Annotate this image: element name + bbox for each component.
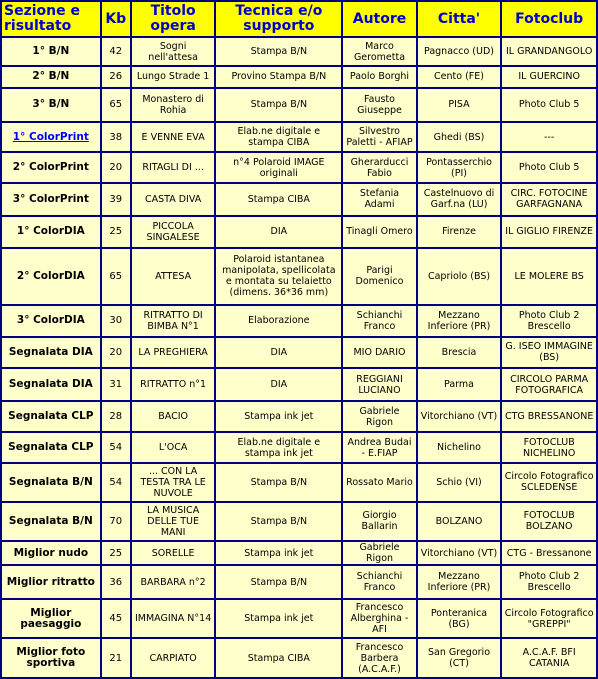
cell-fotoclub: IL GUERCINO xyxy=(502,67,596,86)
cell-fotoclub: Photo Club 2 Brescello xyxy=(502,566,596,597)
cell-titolo: RITAGLI DI ... xyxy=(132,153,215,181)
cell-fotoclub: Photo Club 5 xyxy=(502,153,596,181)
cell-autore: Marco Gerometta xyxy=(343,38,415,65)
cell-autore: Gherarducci Fabio xyxy=(343,153,415,181)
cell-kb: 42 xyxy=(102,38,130,65)
cell-titolo: ... CON LA TESTA TRA LE NUVOLE xyxy=(132,464,215,500)
cell-titolo: Monastero di Rohia xyxy=(132,89,215,121)
cell-citta: Vitorchiano (VT) xyxy=(418,542,501,564)
cell-sezione: Miglior foto sportiva xyxy=(2,639,100,677)
table-row xyxy=(2,38,596,65)
cell-sezione: 2° ColorDIA xyxy=(2,249,100,305)
cell-sezione: 1° ColorDIA xyxy=(2,217,100,246)
cell-titolo: CARPIATO xyxy=(132,639,215,677)
cell-titolo: IMMAGINA N°14 xyxy=(132,600,215,637)
cell-kb: 25 xyxy=(102,542,130,564)
cell-fotoclub: FOTOCLUB BOLZANO xyxy=(502,503,596,540)
cell-autore: Gabriele Rigon xyxy=(343,402,415,430)
cell-fotoclub: CIRC. FOTOCINE GARFAGNANA xyxy=(502,184,596,215)
cell-tecnica: Stampa B/N xyxy=(216,464,341,500)
cell-tecnica: DIA xyxy=(216,338,341,367)
cell-tecnica: Stampa ink jet xyxy=(216,402,341,430)
table-row xyxy=(2,67,596,86)
cell-citta: Firenze xyxy=(418,217,501,246)
cell-citta: Schio (VI) xyxy=(418,464,501,500)
cell-tecnica: n°4 Polaroid IMAGE originali xyxy=(216,153,341,181)
table-row xyxy=(2,89,596,121)
table-row xyxy=(2,184,596,215)
cell-kb: 31 xyxy=(102,369,130,400)
cell-tecnica: Polaroid istantanea manipolata, spellicolata e montata su telaietto (dimens. 36*36 mm) xyxy=(216,249,341,305)
cell-tecnica: Stampa ink jet xyxy=(216,542,341,564)
cell-autore: Tinagli Omero xyxy=(343,217,415,246)
cell-sezione: 3° ColorDIA xyxy=(2,306,100,335)
table-row xyxy=(2,369,596,400)
cell-fotoclub: --- xyxy=(502,123,596,151)
table-row xyxy=(2,566,596,597)
cell-kb: 70 xyxy=(102,503,130,540)
results-body xyxy=(2,38,596,677)
cell-kb: 38 xyxy=(102,123,130,151)
cell-kb: 26 xyxy=(102,67,130,86)
cell-titolo: ATTESA xyxy=(132,249,215,305)
cell-sezione: Segnalata DIA xyxy=(2,338,100,367)
cell-kb: 65 xyxy=(102,89,130,121)
cell-kb: 36 xyxy=(102,566,130,597)
table-row xyxy=(2,306,596,335)
cell-titolo: E VENNE EVA xyxy=(132,123,215,151)
cell-sezione: Segnalata B/N xyxy=(2,464,100,500)
cell-citta: BOLZANO xyxy=(418,503,501,540)
cell-tecnica: Stampa CIBA xyxy=(216,184,341,215)
cell-tecnica: Provino Stampa B/N xyxy=(216,67,341,86)
cell-citta: Cento (FE) xyxy=(418,67,501,86)
cell-autore: Francesco Alberghina - AFI xyxy=(343,600,415,637)
table-row xyxy=(2,542,596,564)
cell-kb: 65 xyxy=(102,249,130,305)
cell-fotoclub: LE MOLERE BS xyxy=(502,249,596,305)
cell-titolo: PICCOLA SINGALESE xyxy=(132,217,215,246)
cell-sezione: 2° B/N xyxy=(2,67,100,86)
cell-autore: Parigi Domenico xyxy=(343,249,415,305)
table-row xyxy=(2,249,596,305)
cell-sezione: Segnalata CLP xyxy=(2,433,100,462)
cell-citta: Ponteranica (BG) xyxy=(418,600,501,637)
cell-kb: 54 xyxy=(102,464,130,500)
cell-tecnica: Stampa B/N xyxy=(216,38,341,65)
cell-fotoclub: IL GIGLIO FIRENZE xyxy=(502,217,596,246)
table-row xyxy=(2,153,596,181)
cell-kb: 54 xyxy=(102,433,130,462)
cell-autore: Fausto Giuseppe xyxy=(343,89,415,121)
cell-sezione: Segnalata CLP xyxy=(2,402,100,430)
cell-sezione: Segnalata DIA xyxy=(2,369,100,400)
cell-titolo: LA PREGHIERA xyxy=(132,338,215,367)
header-titolo: Titolo opera xyxy=(132,2,215,36)
cell-kb: 30 xyxy=(102,306,130,335)
cell-fotoclub: Photo Club 2 Brescello xyxy=(502,306,596,335)
cell-citta: San Gregorio (CT) xyxy=(418,639,501,677)
cell-sezione: 2° ColorPrint xyxy=(2,153,100,181)
cell-kb: 28 xyxy=(102,402,130,430)
header-autore: Autore xyxy=(343,2,415,36)
cell-kb: 25 xyxy=(102,217,130,246)
cell-sezione: Miglior paesaggio xyxy=(2,600,100,637)
table-row xyxy=(2,600,596,637)
cell-citta: Brescia xyxy=(418,338,501,367)
cell-autore: Silvestro Paletti - AFIAP xyxy=(343,123,415,151)
cell-sezione: Segnalata B/N xyxy=(2,503,100,540)
cell-titolo: Lungo Strade 1 xyxy=(132,67,215,86)
cell-fotoclub: G. ISEO IMMAGINE (BS) xyxy=(502,338,596,367)
cell-sezione: Miglior ritratto xyxy=(2,566,100,597)
header-sezione: Sezione e risultato xyxy=(2,2,100,36)
cell-sezione: 3° ColorPrint xyxy=(2,184,100,215)
cell-autore: Giorgio Ballarin xyxy=(343,503,415,540)
cell-citta: Castelnuovo di Garf.na (LU) xyxy=(418,184,501,215)
cell-autore: Francesco Barbera (A.C.A.F.) xyxy=(343,639,415,677)
table-row xyxy=(2,338,596,367)
header-fotoclub: Fotoclub xyxy=(502,2,596,36)
cell-citta: Pagnacco (UD) xyxy=(418,38,501,65)
section-link[interactable]: 1° ColorPrint xyxy=(2,123,100,151)
table-row xyxy=(2,464,596,500)
cell-tecnica: Stampa B/N xyxy=(216,503,341,540)
cell-kb: 20 xyxy=(102,338,130,367)
cell-titolo: BARBARA n°2 xyxy=(132,566,215,597)
table-row xyxy=(2,503,596,540)
cell-fotoclub: CTG - Bressanone xyxy=(502,542,596,564)
cell-citta: Nichelino xyxy=(418,433,501,462)
cell-titolo: LA MUSICA DELLE TUE MANI xyxy=(132,503,215,540)
cell-citta: Pontasserchio (PI) xyxy=(418,153,501,181)
header-tecnica: Tecnica e/o supporto xyxy=(216,2,341,36)
cell-citta: Vitorchiano (VT) xyxy=(418,402,501,430)
cell-kb: 39 xyxy=(102,184,130,215)
cell-fotoclub: CIRCOLO PARMA FOTOGRAFICA xyxy=(502,369,596,400)
cell-autore: MIO DARIO xyxy=(343,338,415,367)
header-row xyxy=(2,2,596,36)
header-citta: Citta' xyxy=(418,2,501,36)
cell-titolo: CASTA DIVA xyxy=(132,184,215,215)
cell-tecnica: Stampa CIBA xyxy=(216,639,341,677)
cell-fotoclub: Photo Club 5 xyxy=(502,89,596,121)
table-row xyxy=(2,402,596,430)
cell-tecnica: Elaborazione xyxy=(216,306,341,335)
cell-citta: Mezzano Inferiore (PR) xyxy=(418,566,501,597)
cell-titolo: Sogni nell'attesa xyxy=(132,38,215,65)
cell-fotoclub: A.C.A.F. BFI CATANIA xyxy=(502,639,596,677)
cell-fotoclub: CTG BRESSANONE xyxy=(502,402,596,430)
cell-sezione: 1° B/N xyxy=(2,38,100,65)
cell-autore: Gabriele Rigon xyxy=(343,542,415,564)
cell-autore: Andrea Budai - E.FIAP xyxy=(343,433,415,462)
cell-tecnica: Stampa B/N xyxy=(216,566,341,597)
cell-citta: Mezzano Inferiore (PR) xyxy=(418,306,501,335)
table-row xyxy=(2,217,596,246)
cell-tecnica: DIA xyxy=(216,369,341,400)
cell-fotoclub: Circolo Fotografico SCLEDENSE xyxy=(502,464,596,500)
cell-kb: 21 xyxy=(102,639,130,677)
cell-kb: 20 xyxy=(102,153,130,181)
cell-fotoclub: FOTOCLUB NICHELINO xyxy=(502,433,596,462)
table-row xyxy=(2,639,596,677)
cell-tecnica: Elab.ne digitale e stampa ink jet xyxy=(216,433,341,462)
table-row xyxy=(2,433,596,462)
cell-tecnica: Stampa B/N xyxy=(216,89,341,121)
cell-autore: Schianchi Franco xyxy=(343,566,415,597)
cell-citta: Ghedi (BS) xyxy=(418,123,501,151)
cell-sezione: Miglior nudo xyxy=(2,542,100,564)
cell-titolo: BACIO xyxy=(132,402,215,430)
cell-titolo: L'OCA xyxy=(132,433,215,462)
cell-citta: Capriolo (BS) xyxy=(418,249,501,305)
cell-titolo: RITRATTO DI BIMBA N°1 xyxy=(132,306,215,335)
cell-citta: Parma xyxy=(418,369,501,400)
cell-titolo: RITRATTO n°1 xyxy=(132,369,215,400)
cell-sezione: 3° B/N xyxy=(2,89,100,121)
cell-citta: PISA xyxy=(418,89,501,121)
cell-tecnica: Elab.ne digitale e stampa CIBA xyxy=(216,123,341,151)
cell-fotoclub: IL GRANDANGOLO xyxy=(502,38,596,65)
cell-autore: REGGIANI LUCIANO xyxy=(343,369,415,400)
header-kb: Kb xyxy=(102,2,130,36)
cell-autore: Stefania Adami xyxy=(343,184,415,215)
cell-fotoclub: Circolo Fotografico "GREPPI" xyxy=(502,600,596,637)
cell-tecnica: DIA xyxy=(216,217,341,246)
cell-titolo: SORELLE xyxy=(132,542,215,564)
table-row xyxy=(2,123,596,151)
cell-autore: Schianchi Franco xyxy=(343,306,415,335)
cell-autore: Rossato Mario xyxy=(343,464,415,500)
cell-tecnica: Stampa ink jet xyxy=(216,600,341,637)
cell-kb: 45 xyxy=(102,600,130,637)
cell-autore: Paolo Borghi xyxy=(343,67,415,86)
